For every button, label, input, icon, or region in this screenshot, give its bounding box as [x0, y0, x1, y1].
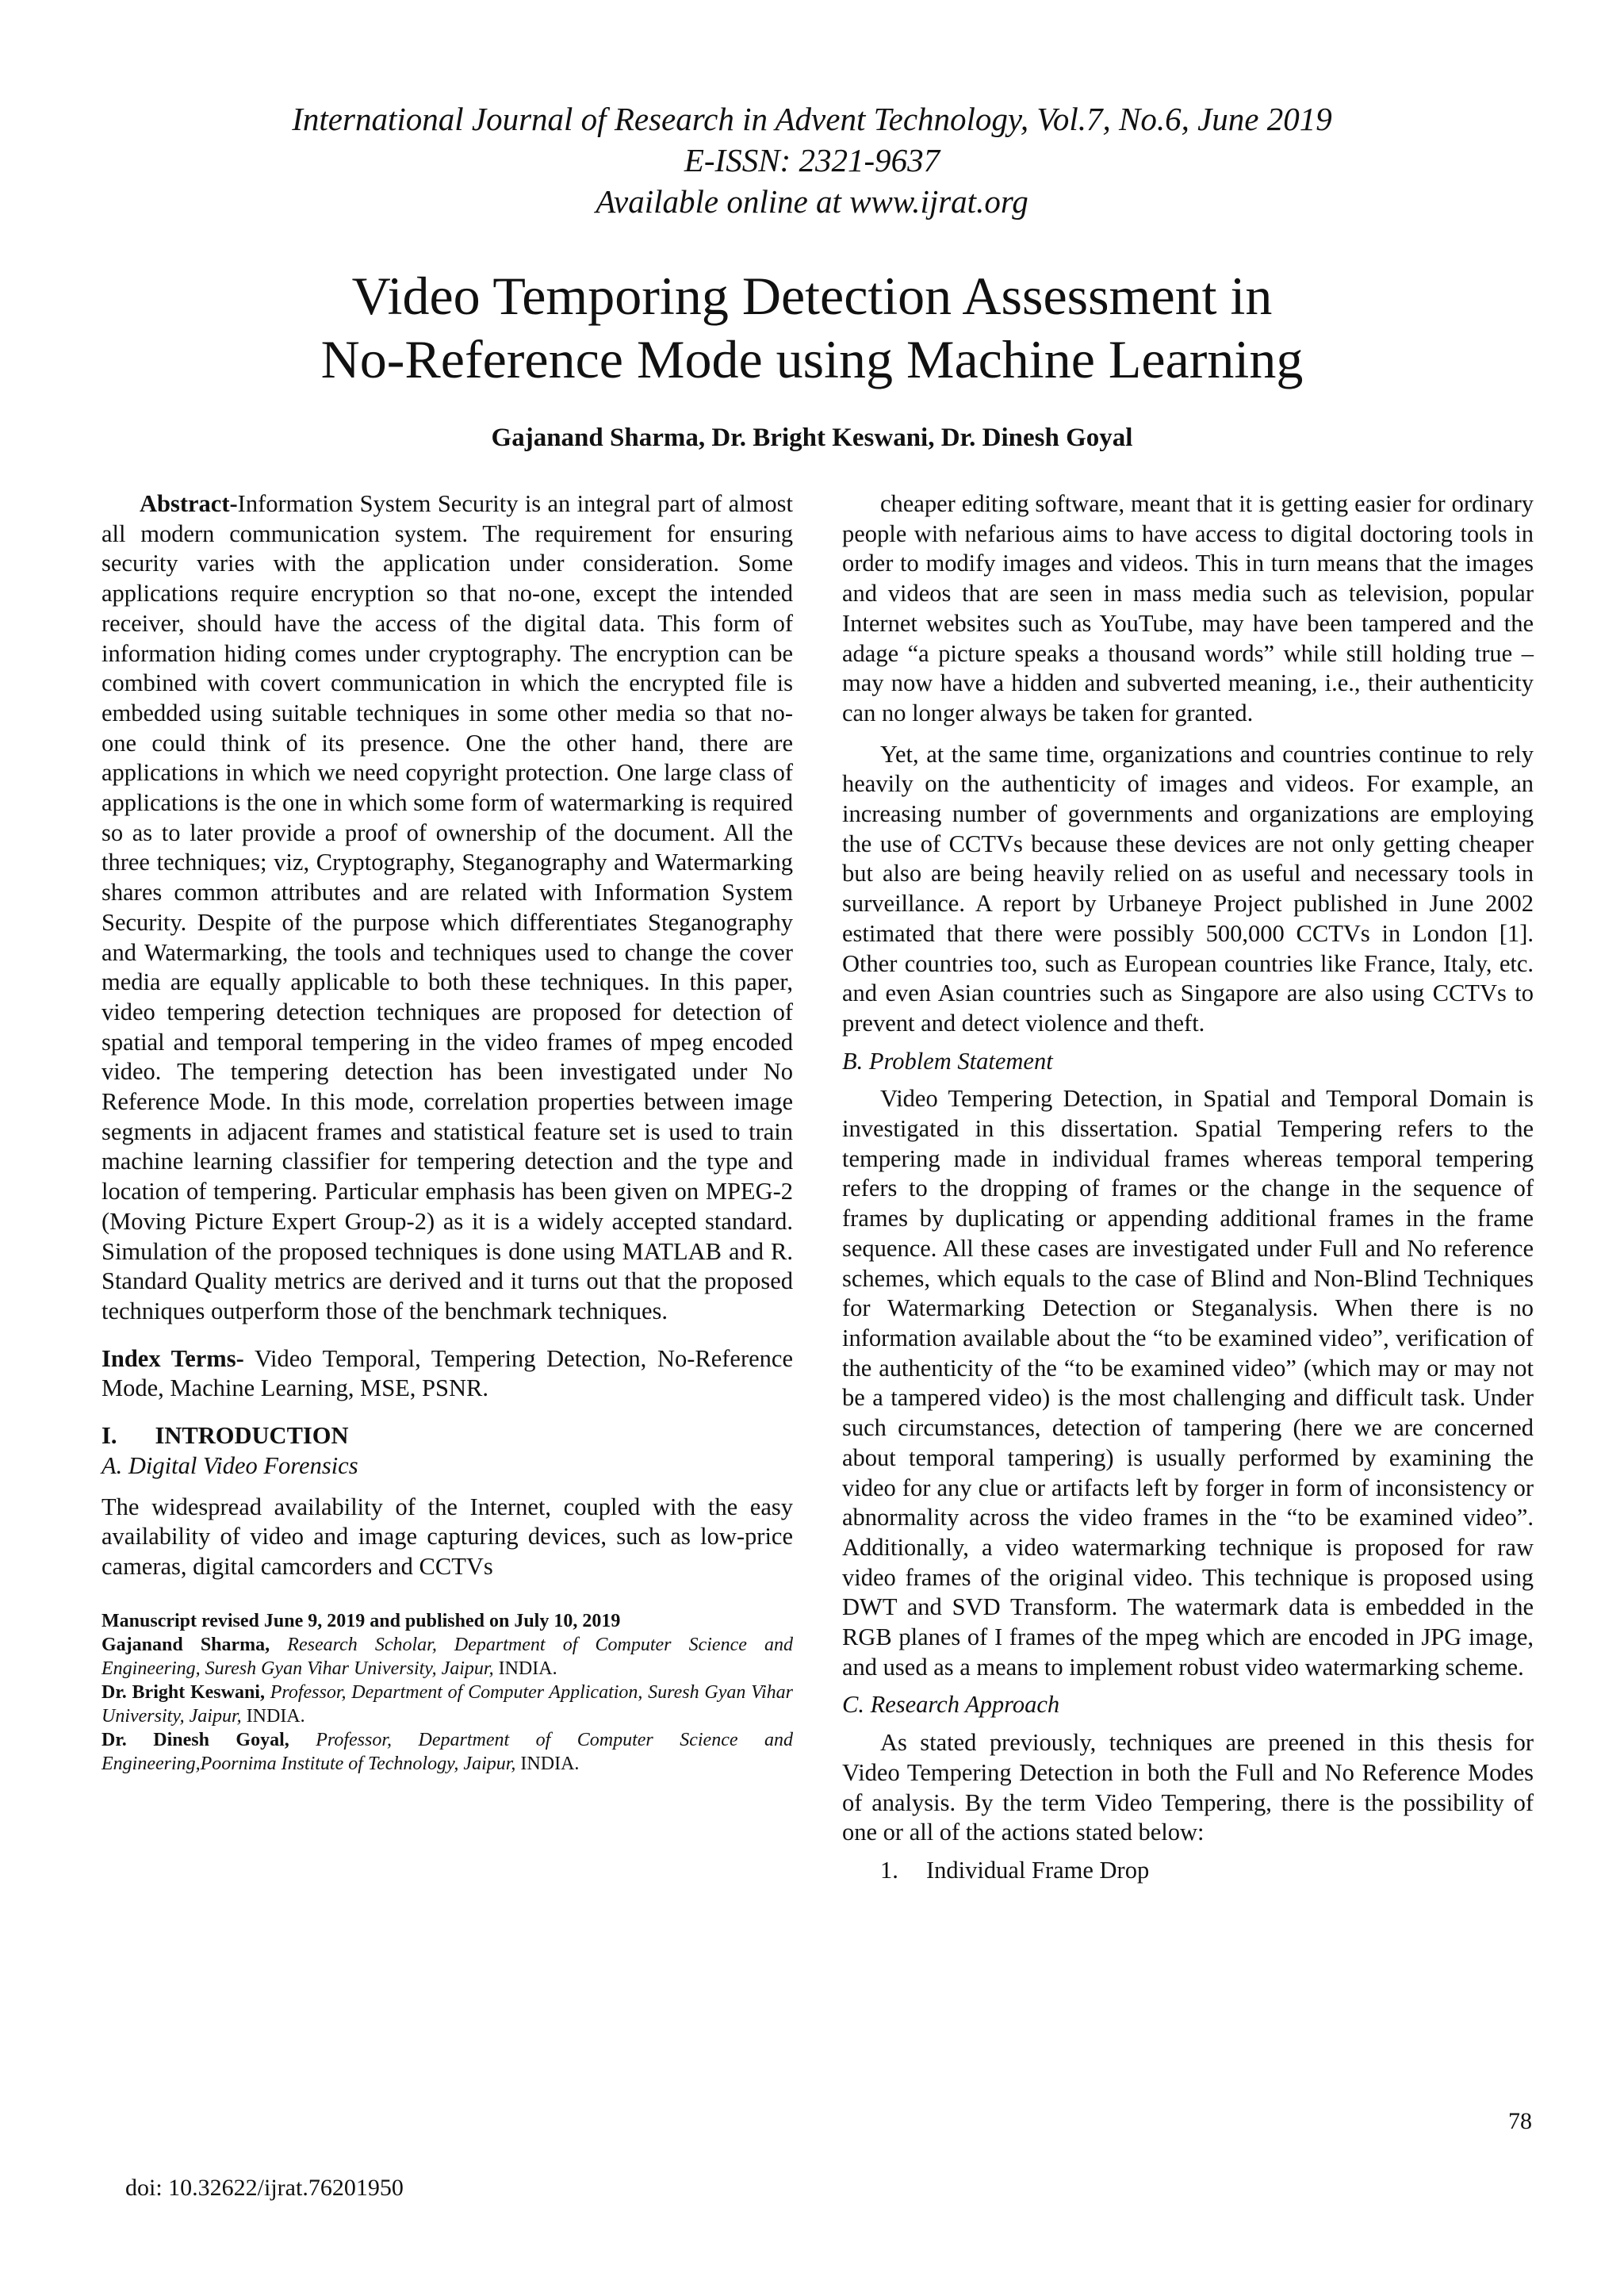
page-number: 78 [1508, 2108, 1532, 2134]
paper-title-line2: No-Reference Mode using Machine Learning [320, 329, 1304, 389]
abstract [102, 489, 793, 1327]
journal-issn: E-ISSN: 2321-9637 [684, 142, 940, 178]
doi: doi: 10.32622/ijrat.76201950 [125, 2175, 404, 2201]
section-title: INTRODUCTION [155, 1422, 349, 1450]
footnote-manuscript: Manuscript revised June 9, 2019 and published on July 10, 2019 [102, 1610, 621, 1631]
abstract-label: Abstract- [140, 490, 238, 517]
section-heading-introduction [102, 1421, 793, 1451]
intro-paragraph: The widespread availability of the Internet, coupled with the easy availability of video and image capturing devices, such as low-price cameras, digital camcorders and CCTVs [102, 1493, 793, 1580]
right-column [842, 489, 1534, 1886]
footnotes [102, 1609, 793, 1776]
paper-title [0, 264, 1624, 391]
left-column [102, 489, 793, 1776]
paragraph-problem-statement: Video Tempering Detection, in Spatial and Temporal Domain is investigated in this dissertation. Spatial Tempering refers to the tempering made in individual frames whereas temporal tempering refers to the dropping of frames or the change in the sequence of frames by duplicating or appending additional frames in the frame sequence. All these cases are investigated under Full and No reference schemes, which equals to the case of Blind and Non-Blind Techniques for Watermarking Detection or Steganalysis. When there is no information available about the “to be examined video”, verification of the authenticity of the “to be examined video” (which may or may not be a tampered video) is the most challenging and difficult task. Under such circumstances, detection of tampering (here we are concerned about temporal tampering) is usually performed by examining the video for any clue or artifacts left by forger in form of inconsistency or abnormality across the video frames in the “to be examined video”. Additionally, a video watermarking technique is proposed for raw video frames of the original video. This technique is proposed using DWT and SVD Transform. The watermark data is embedded in the RGB planes of I frames of the mpeg which are encoded in JPG image, and used as a means to implement robust video watermarking scheme. [842, 1085, 1534, 1681]
paragraph-research-approach: As stated previously, techniques are preened in this thesis for Video Tempering Detection in both the Full and No Reference Modes of analysis. By the term Video Tempering, there is the possibility of one or all of the actions stated below: [842, 1729, 1534, 1846]
paper-authors: Gajanand Sharma, Dr. Bright Keswani, Dr. Dinesh Goyal [491, 424, 1133, 452]
subsection-problem-statement: B. Problem Statement [842, 1047, 1053, 1075]
journal-online: Available online at www.ijrat.org [596, 183, 1028, 220]
paper-title-line1: Video Temporing Detection Assessment in [351, 266, 1273, 326]
paragraph-continued: cheaper editing software, meant that it is getting easier for ordinary people with nefarious aims to have access to digital doctoring tools in order to modify images and videos. This in turn means that the images and videos that are seen in mass media such as television, popular Internet websites such as YouTube, may have been tampered and the adage “a picture speaks a thousand words” while still holding true – may now have a hidden and subverted meaning, i.e., their authenticity can no longer always be taken for granted. [842, 490, 1534, 726]
paragraph-authenticity: Yet, at the same time, organizations and countries continue to rely heavily on the authenticity of images and videos. For example, an increasing number of governments and organizations are employing the use of CCTVs because these devices are not only getting cheaper but also are being heavily relied on as useful and necessary tools in surveillance. A report by Urbaneye Project published in June 2002 estimated that there were possibly 500,000 CCTVs in London [1]. Other countries too, such as European countries like France, Italy, etc. and even Asian countries such as Singapore are also using CCTVs to prevent and detect violence and theft. [842, 740, 1534, 1037]
abstract-text: Information System Security is an integral part of almost all modern communication system. The requirement for ensuring security varies with the application under consideration. Some applications require encryption so that no-one, except the intended receiver, should have the access of the digital data. This form of information hiding comes under cryptography. The encryption can be combined with covert communication in which the encrypted file is embedded using suitable techniques in some other media so that no-one could think of its presence. One the other hand, there are applications in which we need copyright protection. One large class of applications is the one in which some form of watermarking is required so as to later provide a proof of ownership of the document. All the three techniques; viz, Cryptography, Steganography and Watermarking shares common attributes and are related with Information System Security. Despite of the purpose which differentiates Steganography and Watermarking, the tools and techniques used to change the cover media are equally applicable to both these techniques. In this paper, video tempering detection techniques are proposed for detection of spatial and temporal tempering in the video frames of mpeg encoded video. The tempering detection has been investigated under No Reference Mode. In this mode, correlation properties between image segments in adjacent frames and statistical feature set is used to train machine learning classifier for tempering detection and the type and location of tempering. Particular emphasis has been given on MPEG-2 (Moving Picture Expert Group-2) as it is a widely accepted standard. Simulation of the proposed techniques is done using MATLAB and R. Standard Quality metrics are derived and it turns out that the proposed techniques outperform those of the benchmark techniques. [102, 490, 793, 1324]
footnote-author1: Gajanand Sharma, Research Scholar, Department of Computer Science and Engineering, Suresh Gyan Vihar University, Jaipur, INDIA. [102, 1634, 794, 1679]
journal-header [0, 98, 1624, 222]
footnote-author2: Dr. Bright Keswani, Professor, Department of Computer Application, Suresh Gyan Vihar University, Jaipur, INDIA. [102, 1681, 793, 1727]
footnote-author3: Dr. Dinesh Goyal, Professor, Department of Computer Science and Engineering,Poornima Institute of Technology, Jaipur, INDIA. [102, 1729, 793, 1774]
subsection-digital-video-forensics: A. Digital Video Forensics [102, 1451, 358, 1479]
index-terms-label: Index Terms- [102, 1344, 244, 1372]
index-terms [102, 1344, 793, 1404]
section-number: I. [102, 1422, 117, 1450]
index-terms-text: Video Temporal, Tempering Detection, No-Reference Mode, Machine Learning, MSE, PSNR. [102, 1344, 793, 1402]
list-item: 1. Individual Frame Drop [880, 1856, 1150, 1884]
subsection-research-approach: C. Research Approach [842, 1691, 1060, 1719]
journal-name: International Journal of Research in Advent Technology, Vol.7, No.6, June 2019 [292, 101, 1332, 137]
